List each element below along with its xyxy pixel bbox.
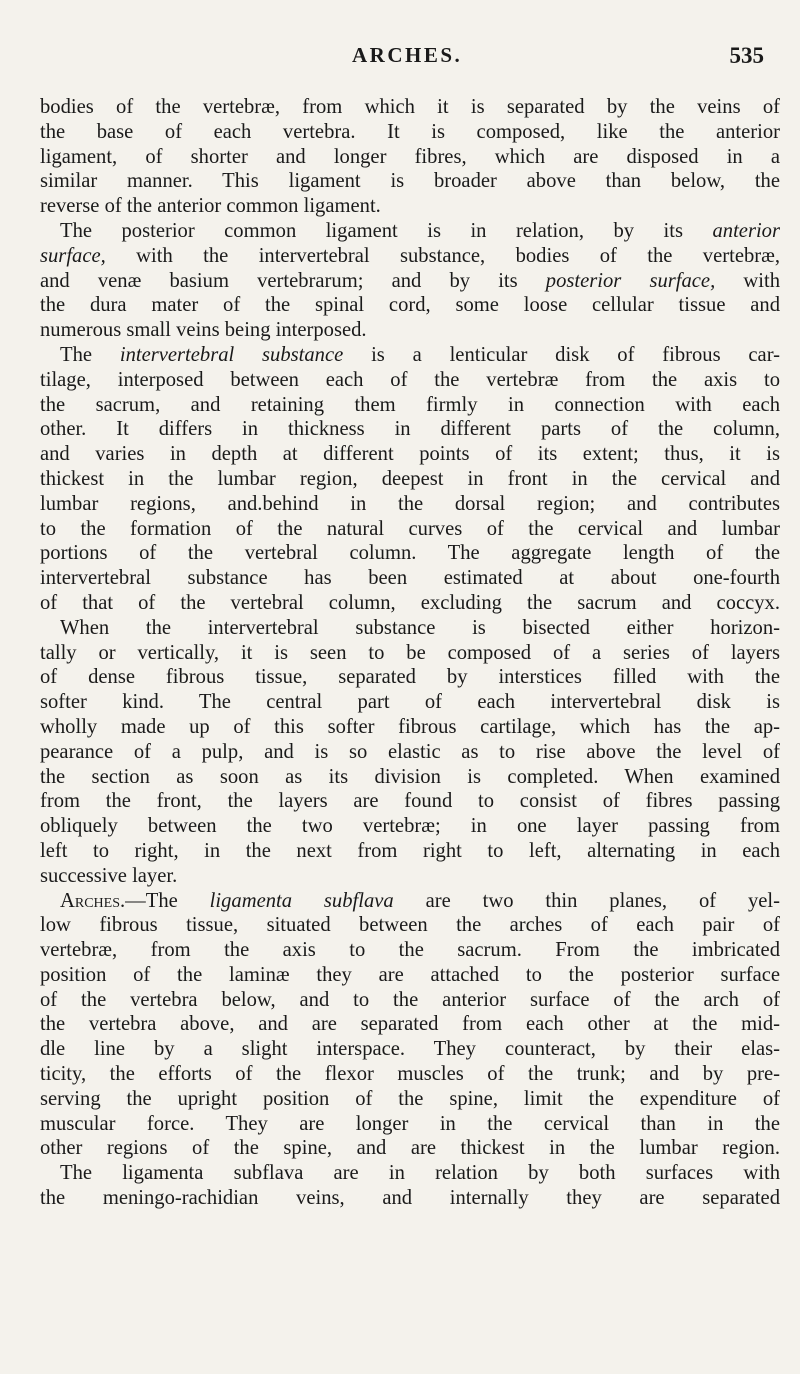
text-line: [40, 765, 780, 790]
text-line: [40, 194, 780, 219]
section-heading: Arches.: [60, 889, 126, 912]
text-segment: from the front, the layers are found to consist of fibres passing: [40, 790, 780, 813]
text-line: [40, 541, 780, 566]
text-segment: reverse of the anterior common ligament.: [40, 195, 381, 218]
italic-term: intervertebral substance: [119, 343, 344, 366]
text-segment: portions of the vertebral column. The aggregate length of the: [40, 542, 780, 565]
italic-term: surface,: [40, 244, 106, 267]
text-line: [40, 1136, 780, 1161]
text-line: [40, 715, 780, 740]
text-line: [40, 517, 780, 542]
text-segment: other regions of the spine, and are thickest in the lumbar region.: [40, 1137, 780, 1160]
text-segment: muscular force. They are longer in the cervical than in the: [40, 1112, 780, 1135]
text-segment: to the formation of the natural curves of the cervical and lumbar: [40, 517, 780, 540]
text-segment: left to right, in the next from right to left, alternating in each: [40, 839, 780, 862]
text-line: [40, 988, 780, 1013]
text-line: [40, 244, 780, 269]
text-segment: the section as soon as its division is completed. When examined: [40, 765, 780, 788]
text-segment: intervertebral substance has been estimated at about one-fourth: [40, 567, 780, 590]
text-segment: ticity, the efforts of the flexor muscles of the trunk; and by pre-: [40, 1063, 780, 1086]
text-line: [40, 616, 780, 641]
text-segment: pearance of a pulp, and is so elastic as to rise above the level of: [40, 740, 780, 763]
text-line: [40, 789, 780, 814]
text-line: [40, 1112, 780, 1137]
text-segment: with: [715, 269, 780, 292]
text-segment: serving the upright position of the spine, limit the expenditure of: [40, 1087, 780, 1110]
text-line: [40, 864, 780, 889]
text-segment: thickest in the lumbar region, deepest in front in the cervical and: [40, 467, 780, 490]
text-line: [40, 393, 780, 418]
text-line: [40, 219, 780, 244]
text-line: [40, 1012, 780, 1037]
text-line: [40, 169, 780, 194]
running-head: [0, 43, 800, 73]
text-segment: ligament, of shorter and longer fibres, which are disposed in a: [40, 145, 780, 168]
text-line: [40, 1186, 780, 1211]
text-segment: and venæ basium vertebrarum; and by its: [40, 269, 546, 292]
text-segment: The: [60, 343, 120, 366]
text-segment: are two thin planes, of yel-: [393, 889, 780, 912]
text-line: [40, 913, 780, 938]
text-line: [40, 467, 780, 492]
text-line: [40, 492, 780, 517]
text-segment: similar manner. This ligament is broader above than below, the: [40, 170, 780, 193]
text-line: [40, 417, 780, 442]
text-line: [40, 120, 780, 145]
text-segment: the dura mater of the spinal cord, some loose cellular tissue and: [40, 294, 780, 317]
text-segment: the sacrum, and retaining them firmly in connection with each: [40, 393, 780, 416]
text-segment: low fibrous tissue, situated between the arches of each pair of: [40, 914, 780, 937]
text-line: [40, 145, 780, 170]
text-line: [40, 343, 780, 368]
text-line: [40, 665, 780, 690]
text-segment: the meningo-rachidian veins, and internally they are separated: [40, 1187, 780, 1210]
text-line: [40, 1087, 780, 1112]
page-number: 535: [729, 43, 764, 68]
text-line: [40, 269, 780, 294]
text-segment: vertebræ, from the axis to the sacrum. From the imbricated: [40, 939, 780, 962]
text-segment: dle line by a slight interspace. They counteract, by their elas-: [40, 1038, 780, 1061]
text-segment: tilage, interposed between each of the vertebræ from the axis to: [40, 368, 780, 391]
text-segment: of dense fibrous tissue, separated by interstices filled with the: [40, 666, 780, 689]
text-segment: The ligamenta subflava are in relation by both surfaces with: [60, 1162, 780, 1185]
text-line: [40, 963, 780, 988]
text-line: [40, 889, 780, 914]
text-line: [40, 641, 780, 666]
text-segment: softer kind. The central part of each intervertebral disk is: [40, 691, 780, 714]
text-segment: —The: [125, 889, 210, 912]
text-line: [40, 938, 780, 963]
text-line: [40, 566, 780, 591]
text-segment: with the intervertebral substance, bodies of the vertebræ,: [105, 244, 780, 267]
text-segment: other. It differs in thickness in different parts of the column,: [40, 418, 780, 441]
text-line: [40, 740, 780, 765]
text-line: [40, 814, 780, 839]
text-segment: lumbar regions, and.behind in the dorsal region; and contributes: [40, 492, 780, 515]
text-line: [40, 591, 780, 616]
text-line: [40, 1161, 780, 1186]
text-segment: wholly made up of this softer fibrous cartilage, which has the ap-: [40, 715, 780, 738]
text-segment: of that of the vertebral column, excluding the sacrum and coccyx.: [40, 591, 780, 614]
text-segment: the base of each vertebra. It is composed, like the anterior: [40, 120, 780, 143]
text-line: [40, 839, 780, 864]
body-text: [40, 95, 780, 1211]
text-line: [40, 318, 780, 343]
text-segment: tally or vertically, it is seen to be composed of a series of layers: [40, 641, 780, 664]
text-line: [40, 1037, 780, 1062]
text-segment: is a lenticular disk of fibrous car-: [343, 343, 780, 366]
text-segment: position of the laminæ they are attached to the posterior surface: [40, 963, 780, 986]
text-segment: numerous small veins being interposed.: [40, 319, 367, 342]
text-segment: The posterior common ligament is in relation, by its: [60, 219, 713, 242]
text-segment: of the vertebra below, and to the anterior surface of the arch of: [40, 988, 780, 1011]
text-segment: bodies of the vertebræ, from which it is separated by the veins of: [40, 96, 780, 118]
text-segment: the vertebra above, and are separated from each other at the mid-: [40, 1013, 780, 1036]
text-segment: successive layer.: [40, 864, 178, 887]
text-line: [40, 442, 780, 467]
text-segment: obliquely between the two vertebræ; in one layer passing from: [40, 815, 780, 838]
text-line: [40, 1062, 780, 1087]
text-line: [40, 95, 780, 120]
text-line: [40, 368, 780, 393]
italic-term: posterior surface,: [545, 269, 716, 292]
italic-term: ligamenta subflava: [209, 889, 394, 912]
text-line: [40, 293, 780, 318]
italic-term: anterior: [712, 219, 780, 242]
text-segment: When the intervertebral substance is bisected either horizon-: [60, 616, 780, 639]
text-segment: and varies in depth at different points of its extent; thus, it is: [40, 443, 780, 466]
text-line: [40, 690, 780, 715]
running-head-title: ARCHES.: [352, 43, 463, 67]
